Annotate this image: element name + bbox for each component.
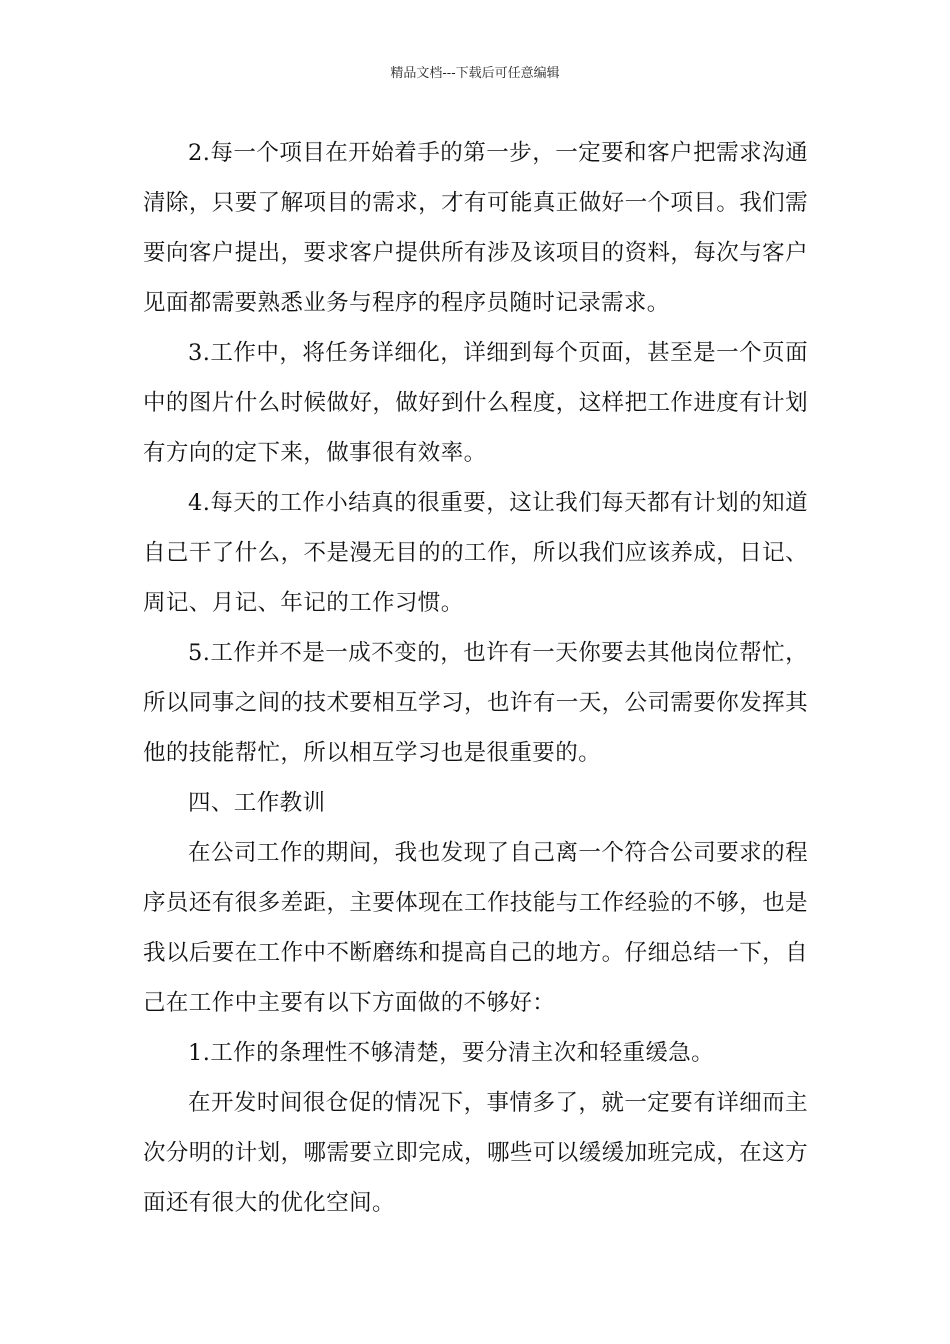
- header-note: 精品文档---下载后可任意编辑: [390, 66, 560, 81]
- section-heading: 四、工作教训: [188, 790, 326, 816]
- paragraph-item-4: 4.每天的工作小结真的很重要，这让我们每天都有计划的知道自己干了什么，不是漫无目的的工作，所以我们应该养成，日记、周记、月记、年记的工作习惯。: [143, 490, 808, 616]
- paragraph-lessons-intro: 在公司工作的期间，我也发现了自己离一个符合公司要求的程序员还有很多差距，主要体现在工作技能与工作经验的不够，也是我以后要在工作中不断磨练和提高自己的地方。仔细总结一下，自己在工作中主要有以下方面做的不够好：: [143, 840, 808, 1016]
- paragraph-lesson-1-detail: 在开发时间很仓促的情况下，事情多了，就一定要有详细而主次分明的计划，哪需要立即完成，哪些可以缓缓加班完成，在这方面还有很大的优化空间。: [143, 1090, 808, 1216]
- paragraph-lesson-1: 1.工作的条理性不够清楚，要分清主次和轻重缓急。: [188, 1040, 715, 1066]
- paragraph-item-2: 2.每一个项目在开始着手的第一步，一定要和客户把需求沟通清除，只要了解项目的需求，才有可能真正做好一个项目。我们需要向客户提出，要求客户提供所有涉及该项目的资料，每次与客户见面都需要熟悉业务与程序的程序员随时记录需求。: [143, 140, 808, 316]
- paragraph-item-3: 3.工作中，将任务详细化，详细到每个页面，甚至是一个页面中的图片什么时候做好，做好到什么程度，这样把工作进度有计划有方向的定下来，做事很有效率。: [143, 340, 808, 466]
- paragraph-item-5: 5.工作并不是一成不变的，也许有一天你要去其他岗位帮忙，所以同事之间的技术要相互学习，也许有一天，公司需要你发挥其他的技能帮忙，所以相互学习也是很重要的。: [143, 640, 808, 766]
- document-body: [143, 128, 808, 1228]
